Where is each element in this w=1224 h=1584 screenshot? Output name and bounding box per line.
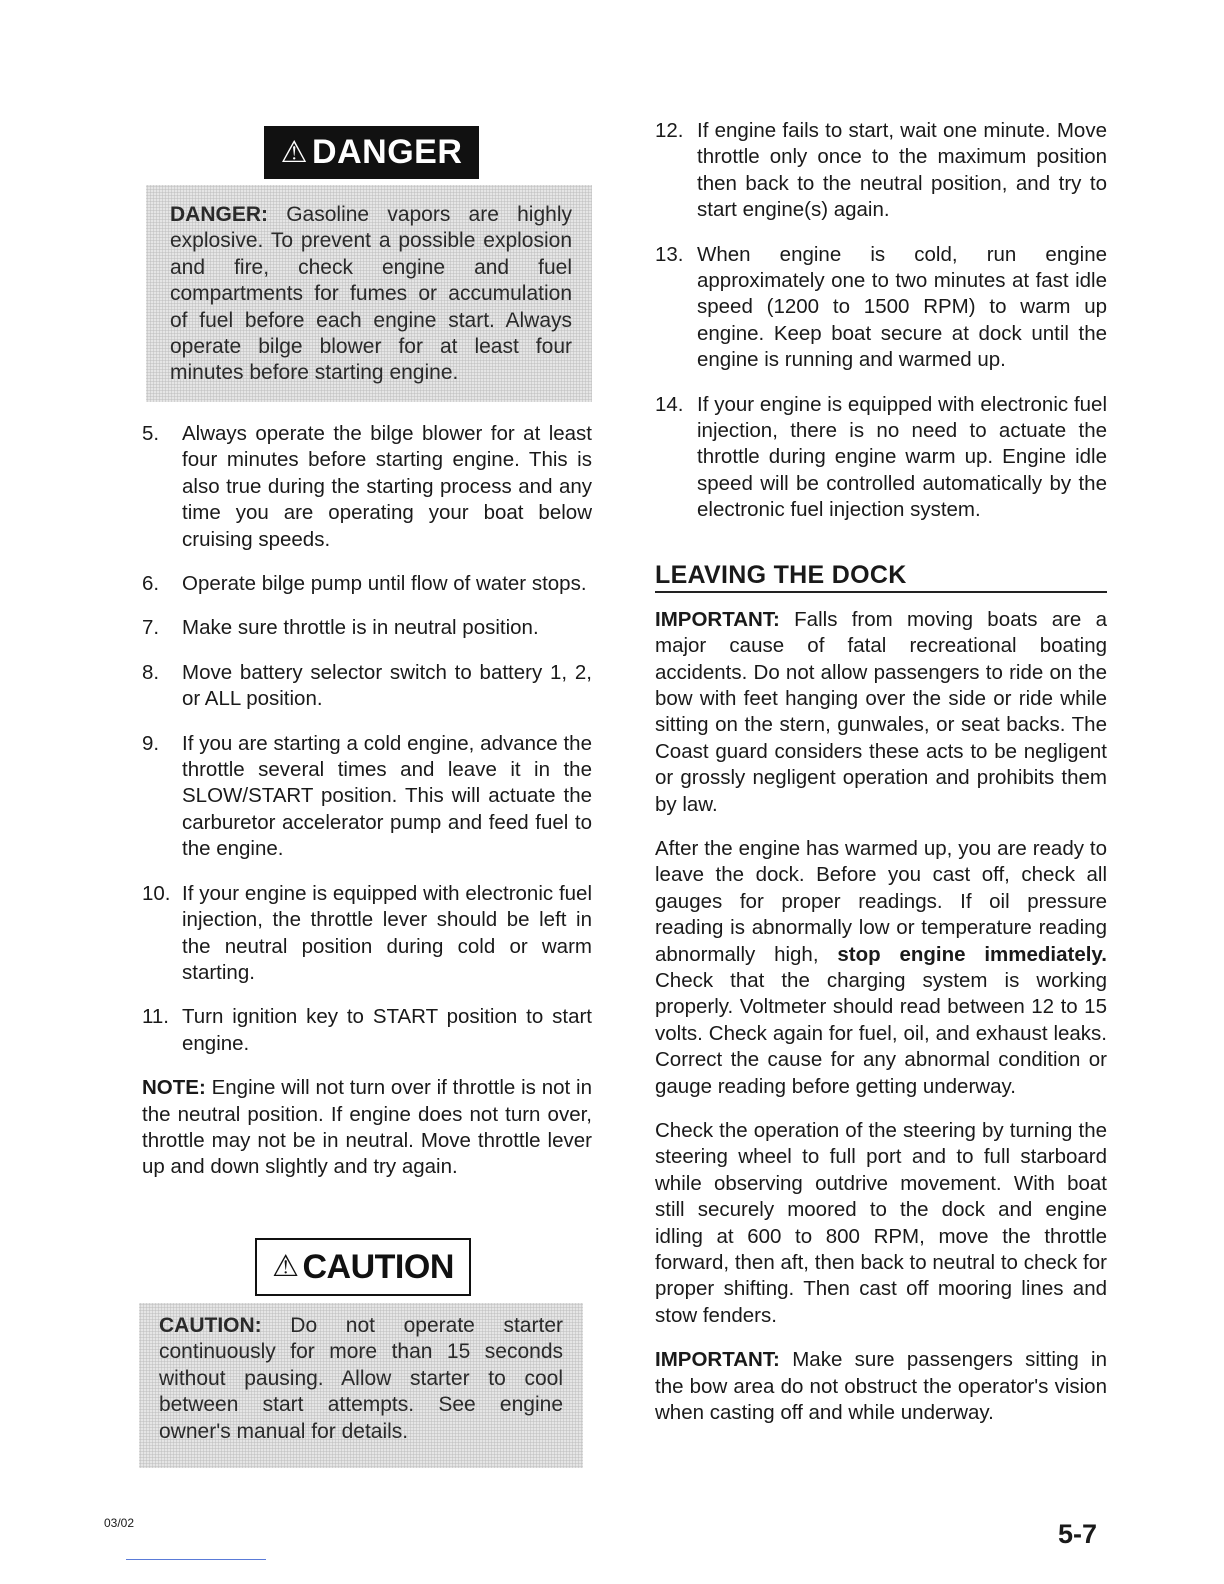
list-item: [142, 731, 592, 863]
list-item: [142, 881, 592, 987]
list-item: [142, 615, 592, 641]
caution-label: [255, 1238, 471, 1296]
warmup-text-after: Check that the charging system is working properly. Voltmeter should read between 12 to 15 volts. Check again for fuel, oil, and exhaust leaks. Correct the cause for any abnormal condition or gauge reading before getting underway.: [655, 968, 1107, 1098]
steering-paragraph: Check the operation of the steering by turning the steering wheel to full port and to full starboard while observing outdrive movement. With boat still securely moored to the dock and engine idling at 600 to 800 RPM, move the throttle forward, then aft, then back to neutral to check for proper shifting. Then cast off mooring lines and stow fenders.: [655, 1119, 1107, 1327]
list-item: [142, 571, 592, 597]
right-column: [655, 118, 1107, 1444]
step-text: If your engine is equipped with electronic fuel injection, there is no need to actuate the throttle during engine warm up. Engine idle speed will be controlled automatically by the electronic fuel injection system.: [697, 392, 1107, 522]
caution-lead: CAUTION:: [159, 1314, 262, 1337]
left-steps-list: [142, 421, 592, 1057]
important-paragraph-2: [655, 1347, 1107, 1426]
caution-label-text: CAUTION: [302, 1248, 454, 1286]
warmup-paragraph: [655, 836, 1107, 1100]
warmup-bold-text: stop engine immediately.: [837, 942, 1108, 966]
important-paragraph-1: [655, 607, 1107, 818]
step-text: When engine is cold, run engine approximately one to two minutes at fast idle speed (1200 to 1500 RPM) to warm up engine. Keep boat secure at dock until the engine is running and warmed up.: [697, 242, 1107, 372]
step-text: Make sure throttle is in neutral position.: [182, 616, 539, 640]
section-heading: LEAVING THE DOCK: [655, 560, 1107, 593]
note-lead: NOTE:: [142, 1076, 206, 1100]
note-text: Engine will not turn over if throttle is not in the neutral position. If engine does not turn over, throttle may not be in neutral. Move throttle lever up and down slightly and try again.: [142, 1076, 592, 1179]
step-number: 11.: [142, 1005, 169, 1029]
step-number: 12.: [655, 119, 684, 142]
step-text: Operate bilge pump until flow of water stops.: [182, 572, 587, 596]
important-lead: IMPORTANT:: [655, 607, 780, 631]
caution-warning-box: [139, 1303, 583, 1468]
step-number: 8.: [142, 660, 160, 684]
footer-date: 03/02: [104, 1516, 135, 1530]
step-number: 6.: [142, 572, 160, 596]
important-lead: IMPORTANT:: [655, 1348, 780, 1372]
important-text: Make sure passengers sitting in the bow area do not obstruct the operator's vision when casting off and while underway.: [655, 1348, 1107, 1425]
important-text: Falls from moving boats are a major cause of fatal recreational boating accidents. Do not allow passengers to ride on the bow with feet hanging over the side or ride while sitting on the stern, gunwales, or seat backs. The Coast guard considers these acts to be negligent or grossly negligent operation and prohibits them by law.: [655, 607, 1107, 816]
step-text: Move battery selector switch to battery 1, 2, or ALL position.: [182, 660, 592, 711]
right-steps-list: [655, 118, 1107, 524]
warmup-text-before: After the engine has warmed up, you are ready to leave the dock. Before you cast off, check all gauges for proper readings. If oil pressure reading is abnormally low or temperature reading abnormally high,: [655, 836, 1107, 966]
note-paragraph: [142, 1075, 592, 1181]
left-column: [142, 421, 592, 1199]
danger-warning-box: [146, 185, 592, 402]
page-number: 5-7: [1058, 1519, 1098, 1549]
step-number: 5.: [142, 422, 160, 445]
danger-label: [264, 126, 479, 179]
step-text: If engine fails to start, wait one minute. Move throttle only once to the maximum position then back to the neutral position, and try to start engine(s) again.: [697, 119, 1107, 222]
step-text: Always operate the bilge blower for at least four minutes before starting engine. This is also true during the starting process and any time you are operating your boat below cruising speeds.: [182, 422, 592, 551]
danger-text: Gasoline vapors are highly explosive. To prevent a possible explosion and fire, check engine and fuel compartments for fumes or accumulation of fuel before each engine start. Always operate bilge blower for at least four minutes before starting engine.: [170, 203, 572, 385]
list-item: [655, 118, 1107, 224]
step-text: If your engine is equipped with electronic fuel injection, the throttle lever should be left in the neutral position during cold or warm starting.: [182, 881, 592, 984]
danger-lead: DANGER:: [170, 203, 268, 226]
caution-text: Do not operate starter continuously for more than 15 seconds without pausing. Allow starter to cool between start attempts. See engine owner's manual for details.: [159, 1314, 563, 1443]
warning-triangle-icon: ⚠: [272, 1250, 299, 1283]
footer-rule: [126, 1559, 266, 1560]
list-item: [142, 421, 592, 553]
list-item: [142, 660, 592, 713]
step-number: 10.: [142, 881, 171, 905]
step-number: 14.: [655, 392, 684, 416]
step-number: 7.: [142, 616, 160, 640]
step-text: Turn ignition key to START position to start engine.: [182, 1005, 592, 1055]
step-number: 13.: [655, 242, 684, 266]
list-item: [142, 1004, 592, 1057]
danger-label-text: DANGER: [312, 133, 463, 171]
list-item: [655, 392, 1107, 524]
warning-triangle-icon: ⚠: [280, 136, 309, 169]
step-text: If you are starting a cold engine, advance the throttle several times and leave it in the SLOW/START position. This will actuate the carburetor accelerator pump and feed fuel to the engine.: [182, 731, 592, 861]
step-number: 9.: [142, 731, 160, 755]
list-item: [655, 242, 1107, 374]
